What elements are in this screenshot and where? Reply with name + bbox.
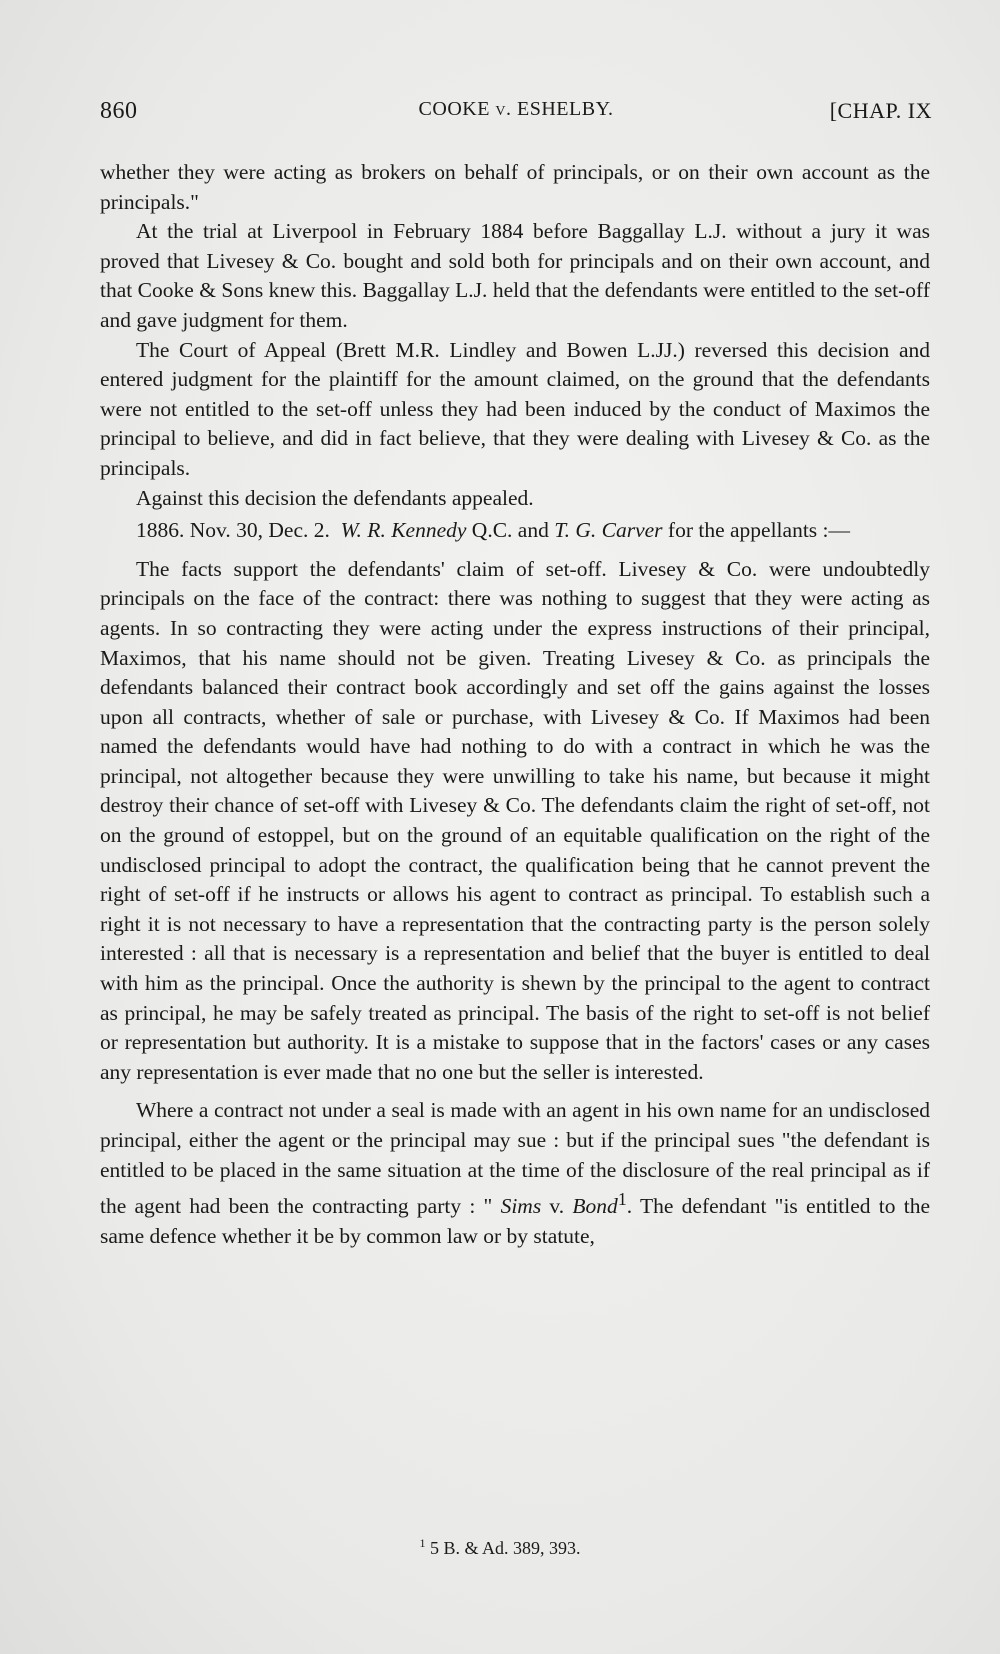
running-title: COOKE v. ESHELBY.	[418, 98, 614, 120]
paragraph-tail: . The defendant "is entitled to the same defence whether it be by common law or by statute,	[100, 1194, 930, 1248]
footnote-marker: 1	[617, 1189, 627, 1210]
paragraph-trial: At the trial at Liverpool in February 1884 before Baggallay L.J. without a jury it was proved that Livesey & Co. bought and sold both for principals and on their own account, and that Cooke & Sons knew this. Baggallay L.J. held that the defendants were entitled to the set-off and gave judgment for them.	[100, 219, 930, 332]
case-versus: v.	[541, 1194, 573, 1219]
body-text	[100, 158, 930, 1252]
counsel-joiner: Q.C. and	[466, 518, 555, 543]
case-name: Bond	[572, 1194, 618, 1219]
paragraph-lead: Where a contract not under a seal is made with an agent in his own name for an undisclosed principal, either the agent or the principal may sue : but if the principal sues "the defendant is entitled to be placed in the same situation at the time of the disclosure of the real principal as if the agent had been the contracting party : "	[100, 1098, 930, 1219]
case-name: Sims	[500, 1194, 542, 1219]
footnote	[0, 1536, 1000, 1559]
page-number: 860	[100, 98, 138, 124]
paragraph-counsel	[100, 516, 930, 546]
counsel-name: T. G. Carver	[554, 518, 663, 543]
counsel-name: W. R. Kennedy	[340, 518, 467, 543]
footnote-text: 5 B. & Ad. 389, 393.	[425, 1538, 581, 1558]
paragraph-argument: The facts support the defendants' claim of set-off. Livesey & Co. were undoubtedly principals on the face of the contract: there was nothing to suggest that they were acting as agents. In so contracting they were acting under the express instructions of their principal, Maximos, that his name should not be given. Treating Livesey & Co. as principals the defendants balanced their contract book accordingly and set off the gains against the losses upon all contracts, whether of sale or purchase, with Livesey & Co. If Maximos had been named the defendants would have had nothing to do with a contract in which he was the principal, not altogether because they were unwilling to take his name, but because it might destroy their chance of set-off with Livesey & Co. The defendants claim the right of set-off, not on the ground of estoppel, but on the ground of an equitable qualification on the right of the undisclosed principal to adopt the contract, the qualification being that he cannot prevent the right of set-off if he instructs or allows his agent to contract as principal. To establish such a right it is not necessary to have a representation that the contracting party is the person solely interested : all that is necessary is a representation and belief that the buyer is entitled to deal with him as the principal. Once the authority is shewn by the principal to the agent to contract as principal, he may be safely treated as principal. The basis of the right to set-off is not belief or representation but authority. It is a mistake to suppose that in the factors' cases or any cases any representation is ever made that no one but the seller is interested.	[100, 556, 930, 1084]
paragraph-appeal: Against this decision the defendants appealed.	[136, 485, 534, 510]
page-header	[100, 98, 932, 132]
paragraph-continued: whether they were acting as brokers on behalf of principals, or on their own account as the principals."	[100, 160, 930, 214]
paragraph-undisclosed-principal	[100, 1096, 930, 1251]
counsel-tail: for the appellants :—	[662, 518, 851, 543]
paragraph-court-of-appeal: The Court of Appeal (Brett M.R. Lindley and Bowen L.JJ.) reversed this decision and entered judgment for the plaintiff for the amount claimed, on the ground that the defendants were not entitled to the set-off unless they had been induced by the conduct of Maximos the principal to believe, and did in fact believe, that they were dealing with Livesey & Co. as the principals.	[100, 337, 930, 480]
chapter-label: [CHAP. IX	[829, 98, 932, 123]
footnote-mark: 1	[419, 1536, 426, 1550]
hearing-date: 1886. Nov. 30, Dec. 2.	[136, 518, 330, 543]
